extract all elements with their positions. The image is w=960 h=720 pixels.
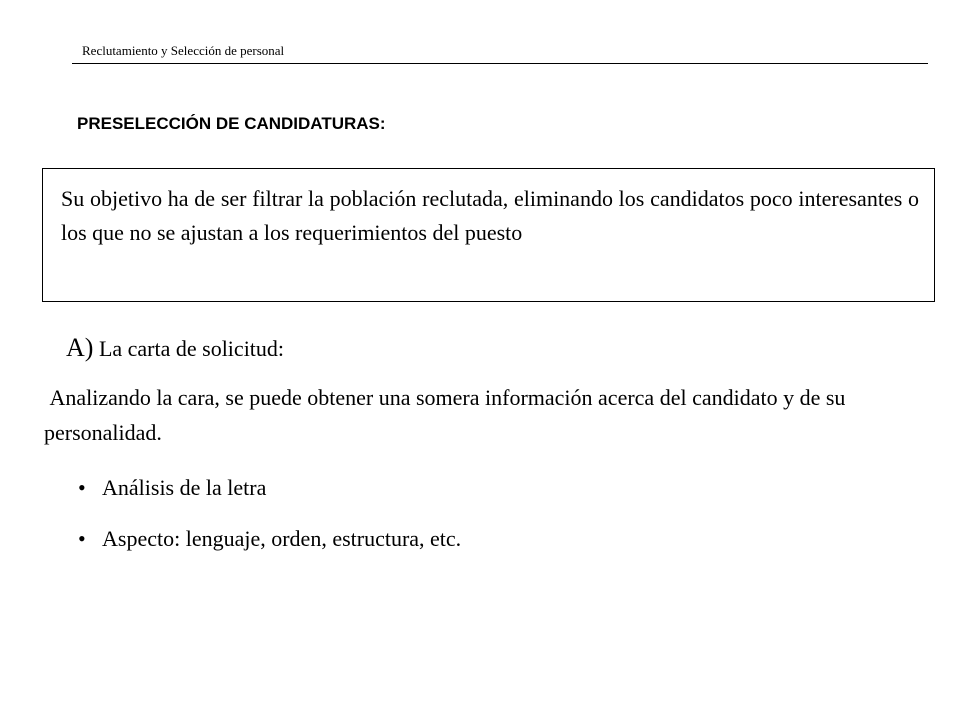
bullet-text: Aspecto: lenguaje, orden, estructura, etc. bbox=[102, 526, 462, 551]
section-heading: PRESELECCIÓN DE CANDIDATURAS: bbox=[77, 114, 386, 133]
bullet-list bbox=[78, 475, 461, 577]
bullet-icon: • bbox=[78, 475, 86, 500]
objective-text: Su objetivo ha de ser filtrar la población reclutada, eliminando los candidatos poco interesantes o los que no se ajustan a los requerimientos del puesto bbox=[61, 186, 919, 245]
description-body: Analizando la cara, se puede obtener una somera información acerca del candidato y de su personalidad. bbox=[44, 385, 846, 445]
subsection-letter: A) bbox=[66, 333, 94, 362]
subsection-heading bbox=[66, 330, 284, 367]
description-text bbox=[44, 380, 924, 450]
bullet-text: Análisis de la letra bbox=[102, 475, 267, 500]
header-title: Reclutamiento y Selección de personal bbox=[82, 43, 285, 58]
objective-box bbox=[42, 168, 935, 302]
subsection-title: La carta de solicitud: bbox=[98, 336, 285, 361]
header-divider bbox=[72, 63, 928, 64]
bullet-icon: • bbox=[78, 526, 86, 551]
list-item bbox=[78, 475, 461, 501]
list-item bbox=[78, 526, 461, 552]
